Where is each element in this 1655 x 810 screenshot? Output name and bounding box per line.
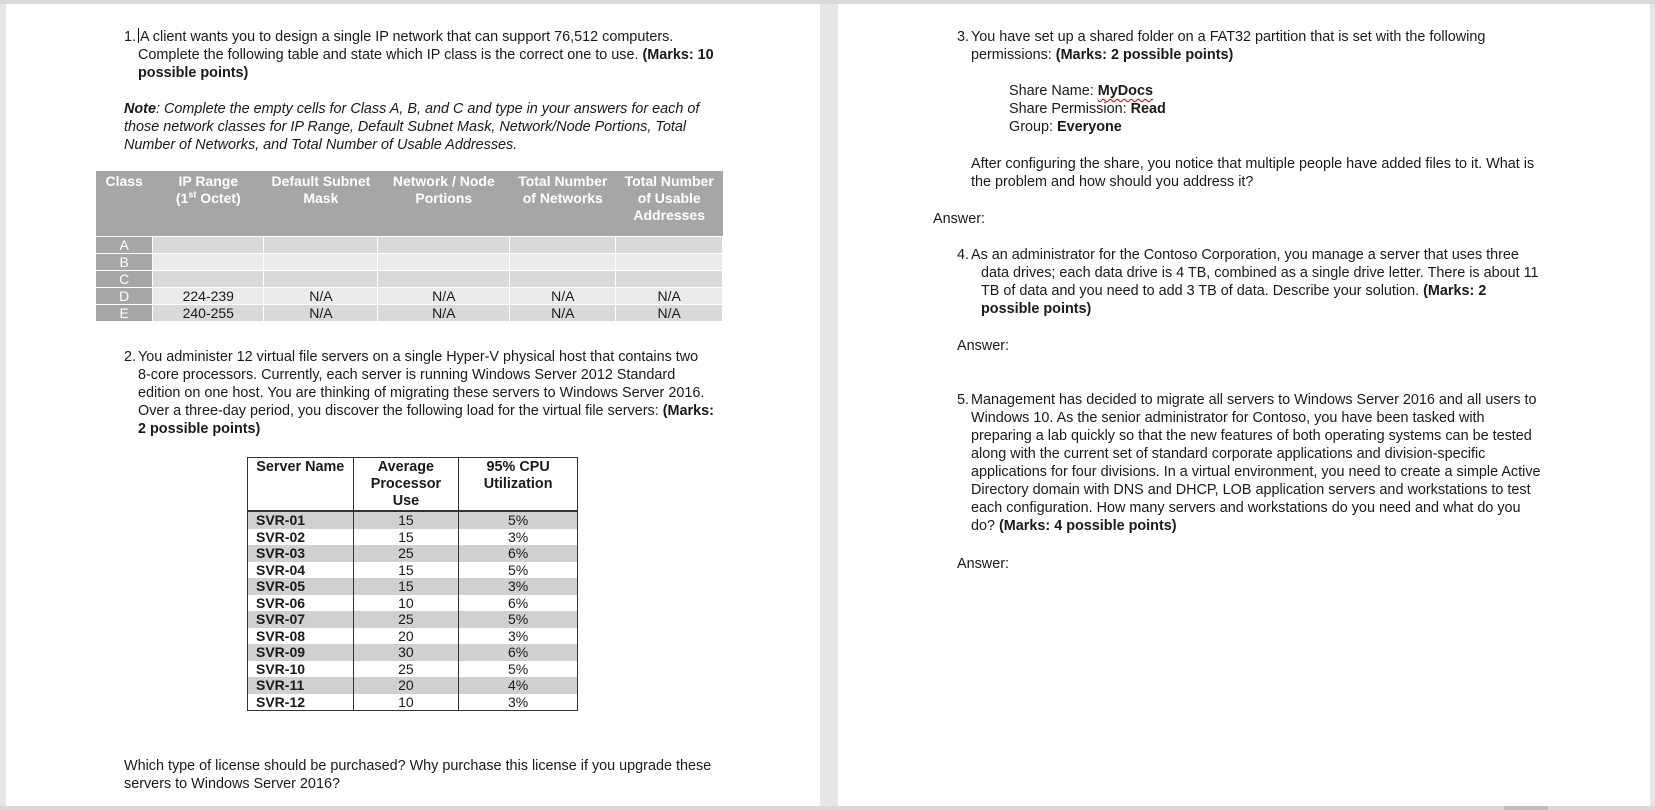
header-average-processor-use: Average Processor Use [353,458,459,512]
server-name-cell: SVR-02 [248,529,354,546]
cpu-utilization-cell: 5% [459,562,578,579]
q3-answer-label[interactable]: Answer: [933,211,985,227]
subnet-mask-cell: N/A [264,288,378,305]
avg-processor-cell: 25 [353,545,459,562]
header-default-subnet-mask: Default Subnet Mask [264,171,378,237]
server-name-cell: SVR-04 [248,562,354,579]
avg-processor-cell: 25 [353,661,459,678]
ip-class-table [95,171,723,322]
subnet-mask-cell[interactable] [264,271,378,288]
class-cell: A [96,237,153,254]
share-name-value: MyDocs [1097,83,1153,99]
q4-marks[interactable]: possible points) [981,301,1092,317]
usable-addresses-cell: N/A [616,288,723,305]
table-row [248,644,578,661]
class-cell: E [96,305,153,322]
q3-number: 3. [957,29,970,45]
usable-addresses-cell: N/A [616,305,723,322]
table-row [96,254,723,271]
table-row [248,628,578,645]
cpu-utilization-cell: 4% [459,677,578,694]
class-cell: B [96,254,153,271]
q5-line-2[interactable]: Windows 10. As the senior administrator for Contoso, you have been tasked with [971,410,1485,426]
table-row [248,661,578,678]
table-row [248,578,578,595]
server-name-cell: SVR-11 [248,677,354,694]
header-network-node-portions: Network / Node Portions [378,171,510,237]
server-name-cell: SVR-08 [248,628,354,645]
server-name-cell: SVR-12 [248,694,354,711]
q3-after-line-1[interactable]: After configuring the share, you notice that multiple people have added files to it. What is [971,156,1535,172]
server-name-cell: SVR-05 [248,578,354,595]
q2-number: 2. [124,349,137,365]
q5-line-8[interactable]: do? (Marks: 4 possible points) [971,518,1177,534]
header-ip-range: IP Range (1st Octet) [153,171,264,237]
q5-line-3[interactable]: preparing a lab quickly so that the new features of both operating systems can be tested [971,428,1532,444]
server-load-table [247,457,578,711]
subnet-mask-cell[interactable] [264,254,378,271]
server-name-cell: SVR-03 [248,545,354,562]
table-row [96,271,723,288]
ip-range-cell: 224-239 [153,288,264,305]
table-row [248,611,578,628]
usable-addresses-cell[interactable] [616,271,723,288]
total-networks-cell: N/A [510,305,616,322]
server-name-cell: SVR-07 [248,611,354,628]
q1-line-2[interactable]: Complete the following table and state which IP class is the correct one to use. (Marks: 10 [138,47,714,63]
group-line[interactable]: Group: Everyone [1009,119,1122,135]
q5-line-1[interactable]: Management has decided to migrate all servers to Windows Server 2016 and all users to [971,392,1537,408]
q1-note-line-2[interactable]: those network classes for IP Range, Default Subnet Mask, Network/Node Portions, Total [124,119,687,135]
table-row [248,595,578,612]
q2-line-4[interactable]: Over a three-day period, you discover the following load for the virtual file servers: (Marks: [138,403,714,419]
network-node-cell[interactable] [378,237,510,254]
avg-processor-cell: 10 [353,694,459,711]
network-node-cell[interactable] [378,254,510,271]
table-row [96,305,723,322]
table-row [248,529,578,546]
cpu-utilization-cell: 3% [459,694,578,711]
avg-processor-cell: 20 [353,677,459,694]
share-permission-line[interactable]: Share Permission: Read [1009,101,1166,117]
q3-after-line-2[interactable]: the problem and how should you address it? [971,174,1254,190]
usable-addresses-cell[interactable] [616,254,723,271]
ip-range-cell[interactable] [153,271,264,288]
avg-processor-cell: 25 [353,611,459,628]
usable-addresses-cell[interactable] [616,237,723,254]
header-total-networks: Total Number of Networks [510,171,616,237]
server-name-cell: SVR-09 [248,644,354,661]
q4-line-1[interactable]: As an administrator for the Contoso Corporation, you manage a server that uses three [971,247,1519,263]
table-row [248,677,578,694]
cpu-utilization-cell: 5% [459,611,578,628]
subnet-mask-cell: N/A [264,305,378,322]
header-total-usable-addresses: Total Number of Usable Addresses [616,171,723,237]
total-networks-cell: N/A [510,288,616,305]
server-name-cell: SVR-01 [248,511,354,529]
cpu-utilization-cell: 5% [459,661,578,678]
q4-line-2[interactable]: data drives; each data drive is 4 TB, combined as a single drive letter. There is about 11 [981,265,1539,281]
server-name-cell: SVR-10 [248,661,354,678]
class-cell: D [96,288,153,305]
q5-line-6[interactable]: Directory domain with DNS and DHCP, LOB application servers and workstations to test [971,482,1531,498]
table-row [96,288,723,305]
avg-processor-cell: 15 [353,529,459,546]
network-node-cell[interactable] [378,271,510,288]
q5-number: 5. [957,392,970,408]
q2-line-2[interactable]: 8-core processors. Currently, each server is running Windows Server 2012 Standard [138,367,676,383]
q4-answer-label[interactable]: Answer: [957,338,1009,354]
share-name-line[interactable]: Share Name: MyDocs [1009,83,1153,99]
cpu-utilization-cell: 3% [459,529,578,546]
table-row [248,545,578,562]
q3-line-2[interactable]: permissions: (Marks: 2 possible points) [971,47,1234,63]
q2-question-line-2[interactable]: servers to Windows Server 2016? [124,776,340,792]
q4-number: 4. [957,247,970,263]
avg-processor-cell: 20 [353,628,459,645]
network-node-cell: N/A [378,288,510,305]
cpu-utilization-cell: 5% [459,511,578,529]
avg-processor-cell: 30 [353,644,459,661]
ip-range-cell[interactable] [153,237,264,254]
class-cell: C [96,271,153,288]
total-networks-cell[interactable] [510,237,616,254]
q5-line-5[interactable]: applications for four divisions. In a virtual environment, you need to create a simple Active [971,464,1541,480]
table-row [248,694,578,711]
q2-marks[interactable]: 2 possible points) [138,421,261,437]
q2-line-1[interactable]: You administer 12 virtual file servers on a single Hyper-V physical host that contains two [138,349,699,365]
server-name-cell: SVR-06 [248,595,354,612]
q1-note-line-1[interactable]: Note: Complete the empty cells for Class A, B, and C and type in your answers for each of [124,101,700,117]
q1-marks[interactable]: possible points) [138,65,249,81]
table-row [248,511,578,529]
q1-note-line-3[interactable]: Number of Networks, and Total Number of Usable Addresses. [124,137,518,153]
subnet-mask-cell[interactable] [264,237,378,254]
table-row [96,237,723,254]
cpu-utilization-cell: 3% [459,578,578,595]
q4-line-3[interactable]: TB of data and you need to add 3 TB of data. Describe your solution. (Marks: 2 [981,283,1487,299]
network-node-cell: N/A [378,305,510,322]
cpu-utilization-cell: 6% [459,595,578,612]
horizontal-scrollbar-thumb[interactable] [1504,806,1548,810]
avg-processor-cell: 15 [353,562,459,579]
avg-processor-cell: 15 [353,511,459,529]
status-bar-edge [0,806,1655,810]
text-cursor [138,28,139,43]
ip-range-cell: 240-255 [153,305,264,322]
avg-processor-cell: 10 [353,595,459,612]
header-class: Class [96,171,153,237]
cpu-utilization-cell: 3% [459,628,578,645]
cpu-utilization-cell: 6% [459,545,578,562]
q2-line-3[interactable]: edition on one host. You are thinking of migrating these servers to Windows Server 2016. [138,385,705,401]
q1-line-1[interactable]: A client wants you to design a single IP network that can support 76,512 computers. [140,29,674,45]
q5-line-4[interactable]: along with the current set of standard corporate applications and division-specific [971,446,1486,462]
header-server-name: Server Name [248,458,354,512]
q1-number: 1. [124,29,137,45]
header-cpu-utilization: 95% CPU Utilization [459,458,578,512]
table-row [248,562,578,579]
q3-line-1[interactable]: You have set up a shared folder on a FAT32 partition that is set with the following [971,29,1486,45]
total-networks-cell[interactable] [510,271,616,288]
total-networks-cell[interactable] [510,254,616,271]
q5-line-7[interactable]: each configuration. How many servers and workstations do you need and what do you [971,500,1521,516]
q5-answer-label[interactable]: Answer: [957,556,1009,572]
ip-range-cell[interactable] [153,254,264,271]
avg-processor-cell: 15 [353,578,459,595]
cpu-utilization-cell: 6% [459,644,578,661]
q2-question-line-1[interactable]: Which type of license should be purchased? Why purchase this license if you upgrade these [124,758,712,774]
